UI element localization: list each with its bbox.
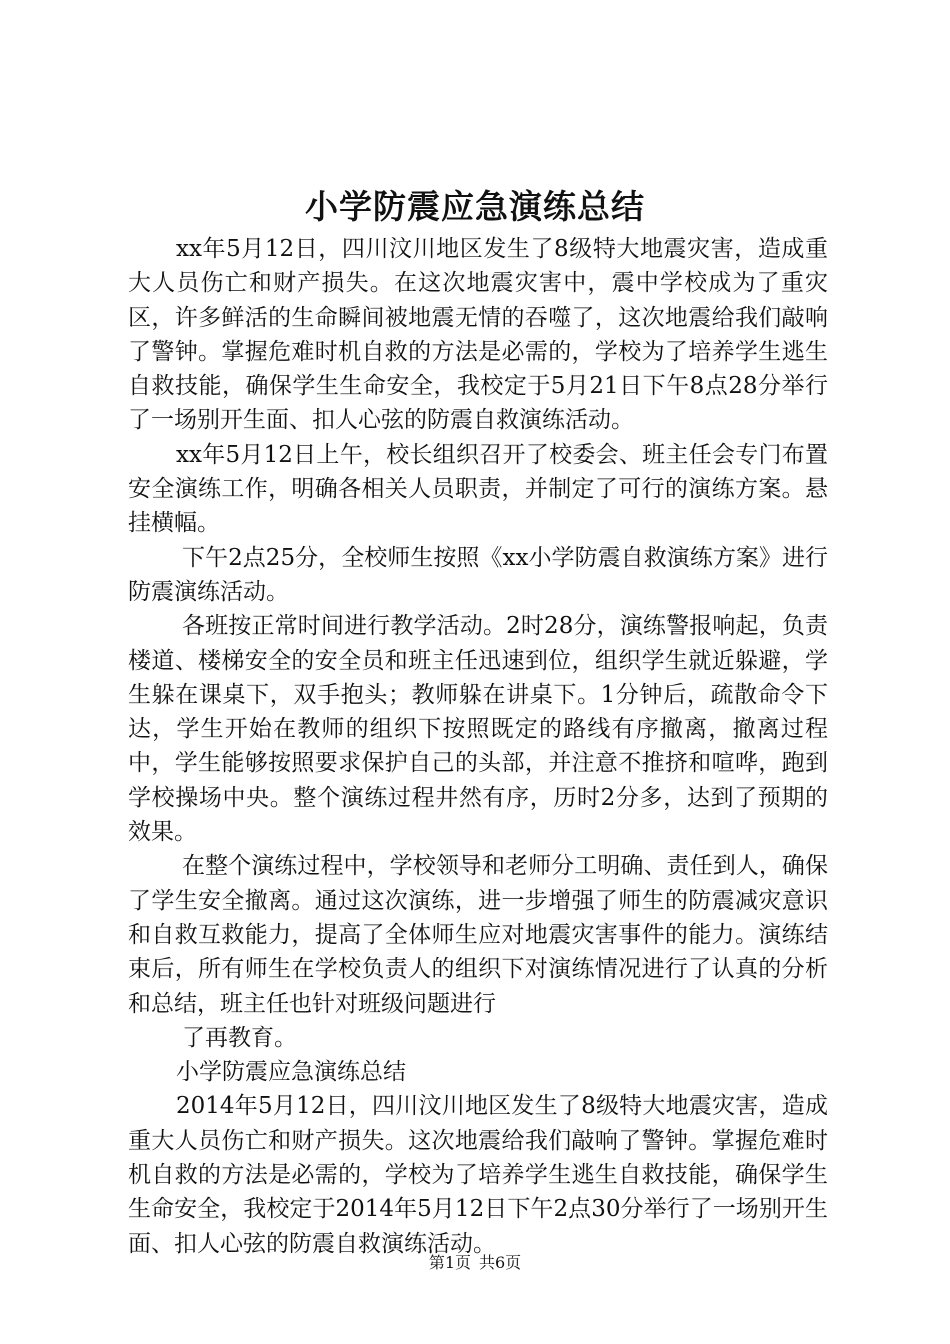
page-total: 共6页 (479, 1253, 522, 1272)
section-heading: 小学防震应急演练总结 (176, 1059, 406, 1086)
page-number: 第1页 (428, 1253, 471, 1272)
document-title: 小学防震应急演练总结 (305, 187, 645, 226)
paragraph: 在整个演练过程中，学校领导和老师分工明确、责任到人，确保了学生安全撤离。通过这次演练，进一步增强了师生的防震减灾意识和自救互救能力，提高了全体师生应对地震灾害事件的能力。演练结束后，所有师生在学校负责人的组织下对演练情况进行了认真的分析和总结，班主任也针对班级问题进行 (128, 853, 828, 1017)
paragraph: 下午2点25分，全校师生按照《xx小学防震自救演练方案》进行防震演练活动。 (128, 544, 828, 605)
paragraph: xx年5月12日上午，校长组织召开了校委会、班主任会专门布置安全演练工作，明确各相关人员职责，并制定了可行的演练方案。悬挂横幅。 (128, 441, 828, 537)
document-body (128, 232, 828, 1261)
page-footer (0, 1253, 950, 1273)
paragraph: 了再教育。 (182, 1024, 297, 1051)
paragraph: 2014年5月12日，四川汶川地区发生了8级特大地震灾害，造成重大人员伤亡和财产损失。这次地震给我们敲响了警钟。掌握危难时机自救的方法是必需的，学校为了培养学生逃生自救技能，确保学生生命安全，我校定于2014年5月12日下午2点30分举行了一场别开生面、扣人心弦的防震自救演练活动。 (128, 1093, 828, 1257)
paragraph: xx年5月12日，四川汶川地区发生了8级特大地震灾害，造成重大人员伤亡和财产损失。在这次地震灾害中，震中学校成为了重灾区，许多鲜活的生命瞬间被地震无情的吞噬了，这次地震给我们敲响了警钟。掌握危难时机自救的方法是必需的，学校为了培养学生逃生自救技能，确保学生生命安全，我校定于5月21日下午8点28分举行了一场别开生面、扣人心弦的防震自救演练活动。 (128, 236, 828, 434)
paragraph: 各班按正常时间进行教学活动。2时28分，演练警报响起，负责楼道、楼梯安全的安全员和班主任迅速到位，组织学生就近躲避，学生躲在课桌下，双手抱头；教师躲在讲桌下。1分钟后，疏散命令下达，学生开始在教师的组织下按照既定的路线有序撤离，撤离过程中，学生能够按照要求保护自己的头部，并注意不推挤和喧哗，跑到学校操场中央。整个演练过程井然有序，历时2分多，达到了预期的效果。 (128, 613, 828, 846)
